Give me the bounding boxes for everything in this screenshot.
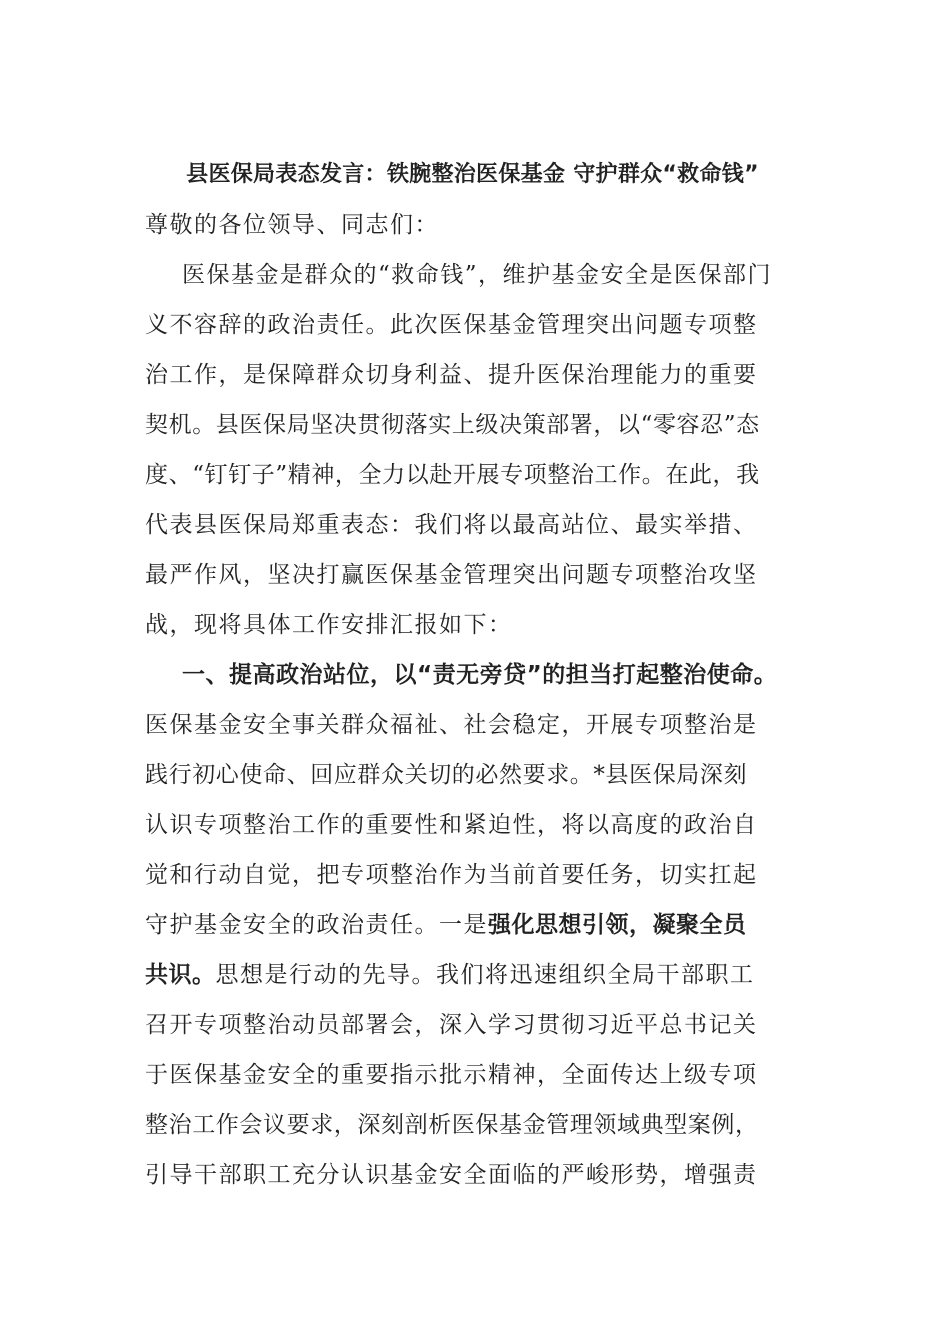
paragraph-line: 最严作风，坚决打赢医保基金管理突出问题专项整治攻坚 (145, 562, 758, 588)
paragraph-line: 义不容辞的政治责任。此次医保基金管理突出问题专项整 (145, 312, 758, 338)
inline-bold-text: 共识。 (145, 962, 216, 988)
paragraph-line: 治工作，是保障群众切身利益、提升医保治理能力的重要 (145, 362, 758, 388)
paragraph-line: 契机。县医保局坚决贯彻落实上级决策部署，以“零容忍”态 (145, 412, 760, 438)
salutation: 尊敬的各位领导、同志们： (145, 212, 439, 238)
paragraph-line: 代表县医保局郑重表态：我们将以最高站位、最实举措、 (145, 512, 758, 538)
document-title: 县医保局表态发言：铁腕整治医保基金 守护群众“救命钱” (186, 162, 759, 187)
inline-text: 思想是行动的先导。我们将迅速组织全局干部职工 (215, 962, 755, 988)
paragraph-line: 度、“钉钉子”精神，全力以赴开展专项整治工作。在此，我 (145, 462, 760, 488)
paragraph-line: 战，现将具体工作安排汇报如下： (145, 612, 513, 638)
document-page (145, 150, 805, 1200)
paragraph-line: 整治工作会议要求，深刻剖析医保基金管理领域典型案例， (145, 1112, 759, 1138)
paragraph-line: 医保基金是群众的“救命钱”，维护基金安全是医保部门 (182, 262, 773, 288)
paragraph-line: 觉和行动自觉，把专项整治作为当前首要任务，切实扛起 (145, 862, 758, 888)
paragraph-line-mixed (145, 900, 805, 950)
paragraph-line: 践行初心使命、回应群众关切的必然要求。*县医保局深刻 (145, 762, 748, 788)
inline-bold-text: 强化思想引领，凝聚全员 (488, 912, 747, 938)
paragraph-line-mixed (145, 950, 805, 1000)
section-heading: 一、提高政治站位，以“责无旁贷”的担当打起整治使命。 (182, 662, 778, 688)
paragraph-line: 召开专项整治动员部署会，深入学习贯彻习近平总书记关 (145, 1012, 758, 1038)
paragraph-line: 医保基金安全事关群众福祉、社会稳定，开展专项整治是 (145, 712, 758, 738)
inline-text: 守护基金安全的政治责任。一是 (145, 912, 488, 938)
paragraph-line: 于医保基金安全的重要指示批示精神，全面传达上级专项 (145, 1062, 758, 1088)
paragraph-line: 引导干部职工充分认识基金安全面临的严峻形势，增强责 (145, 1162, 758, 1188)
paragraph-line: 认识专项整治工作的重要性和紧迫性，将以高度的政治自 (145, 812, 758, 838)
